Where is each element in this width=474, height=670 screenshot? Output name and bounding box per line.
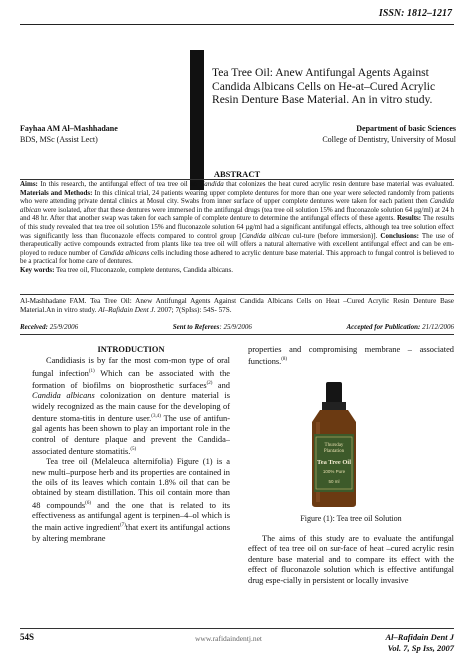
citation: Al-Mashhadane FAM. Tea Tree Oil: Anew Antifungal Agents Against Candida Albicans Cells on Heat –Cured Acrylic Resin Denture Base Material.An in vitro study. Al–Rafidain Dent J. 2007; 7(SpIss): 54S- 57S. [20,297,454,314]
citation-journal: Al–Rafidain Dent J [98,305,154,314]
aims-label: Aims: [20,180,38,188]
paper-title: Tea Tree Oil: Anew Antifungal Agents Against Candida Albicans Cells on He-at–Cured Acrylic Resin Denture Base Material. An in vitro study. [212,66,436,106]
conclusions-label: Conclusions: [380,231,419,240]
department-block [250,124,456,145]
abstract-body: Aims: In this research, the antifungal effect of tea tree oil on Candida that colonizes the heat cured acrylic resin denture base material was evaluated. Materials and Methods: In this clinical trial, 24 patients wearing upper complete dentures for more than one year were selected randomly from patients who were attending private dental clinics at Mosul city. Swabs from inner surface of upper complete dentures were taken for each patient then Candida albican were isolated, after that these dentures were immersed in the antifungal drugs (tea tree oil solution 15% and fluconazole solution 64 µg/ml) at 24 h and 48 hr. After that another swap was taken for each sample of complete denture to determine the antifungal effects of these agents. Results: The results of this study revealed that tea tree oil solution 15% and fluconazole solution 64 µg/ml had a significant antifungal effects, although tea tree solution effect was significantly less than fluconazole effects compared to control group [Candida albican cul-ture (before immersion)]. Conclusions: The use of therapeutically active compounds extracted from plants like tea tree oil will offers a natural alternative with excellent antifungal effect and can be em-ployed to reduce number of Candida albicans cells including those adhered to acrylic denture base material. This approach to fungal control is believed to be a practical for home care of dentures. Key words: Tea tree oil, Fluconazole, complete dentures, Candida albicans. [20,180,455,274]
bottle-purity: 100% Pure [322,469,346,474]
tea-tree-oil-bottle-image [300,380,368,508]
footer-journal [386,632,454,653]
citation-top-rule [20,294,454,295]
methods-label: Materials and Methods: [20,188,93,197]
page-number: 54S [20,632,35,642]
results-label: Results: [396,214,422,223]
college-affiliation: College of Dentistry, University of Mosul [322,134,456,144]
author-name: Fayhaa AM Al–Mashhadane [20,124,118,133]
journal-url: www.rafidaindentj.net [195,634,262,643]
bottle-brand-line2: Plantation [323,449,345,454]
footer-volume: Vol. 7, Sp Iss, 2007 [387,642,454,653]
footer-journal-name: Al–Rafidain Dent J [385,632,454,642]
bottle-volume: 50 ml [328,479,340,484]
right-column-top: properties and compromising membrane – associated functions.$^{(8)}$ [248,345,454,367]
issn-label: ISSN: 1812–1217 [378,8,452,19]
intro-paragraph-2: Tea tree oil (Melaleuca alternifolia) Figure (1) is a new multi–purpose herb and its properties are contained in the oils of its leaves which contain 1.8% oil that can be obtained by steam distillation. This oil contain more than 48 compounds$^{(6)}$ and the one that is related to its effectiveness as antifungal agent is terpinen–4–ol which is the main active ingredient$^{(7)}$that exert its antifungal actions by altering membrane [32,457,230,543]
keywords: Tea tree oil, Fluconazole, complete dentures, Candida albicans. [54,265,234,274]
author-affiliation: BDS, MSc (Assist Lect) [20,134,98,144]
bottle-brand-line1: Thursday [324,443,344,448]
intro-paragraph-1: Candidiasis is by far the most com-mon type of oral fungal infection$^{(1)}$ Which can be associated with the formation of biofilms on bioprosthetic surfaces$^{(2)}$ and Candida albicans colonization on denture material is widely recognized as the main cause for the developing of denture stoma-titis in denture user.$^{(3,4)}$ The use of antifun-gal agents has been shown to play an important role in the control of denture plaque and prevent the Candida–associated denture stomatitis.$^{(5)}$ [32,356,231,456]
introduction-heading: INTRODUCTION [97,345,165,354]
footer-rule [20,628,454,629]
keywords-label: Key words: [20,265,55,274]
author-block [20,124,200,145]
header-rule [20,24,454,25]
right-column-aims: The aims of this study are to evaluate the antifungal effect of tea tree oil on sur-face of heat –cured acrylic resin denture base material and to compare its effect with the effect of fluconazole solution which is effective antifungal drug espe-cially in persistent or locally invasive [248,534,454,585]
department-name: Department of basic Sciences [356,124,456,133]
sent-date: Sent to Referees: 25/9/2006 [172,323,252,331]
bottle-product-name: Tea Tree Oil [316,459,352,466]
received-date: Received: 25/9/2006 [20,323,79,331]
publication-dates [20,323,454,331]
left-column [32,345,230,544]
dates-bottom-rule [20,334,454,335]
abstract-heading: ABSTRACT [213,169,261,179]
figure-caption: Figure (1): Tea tree oil Solution [300,514,402,523]
accepted-date: Accepted for Publication: 21/12/2006 [346,323,454,331]
